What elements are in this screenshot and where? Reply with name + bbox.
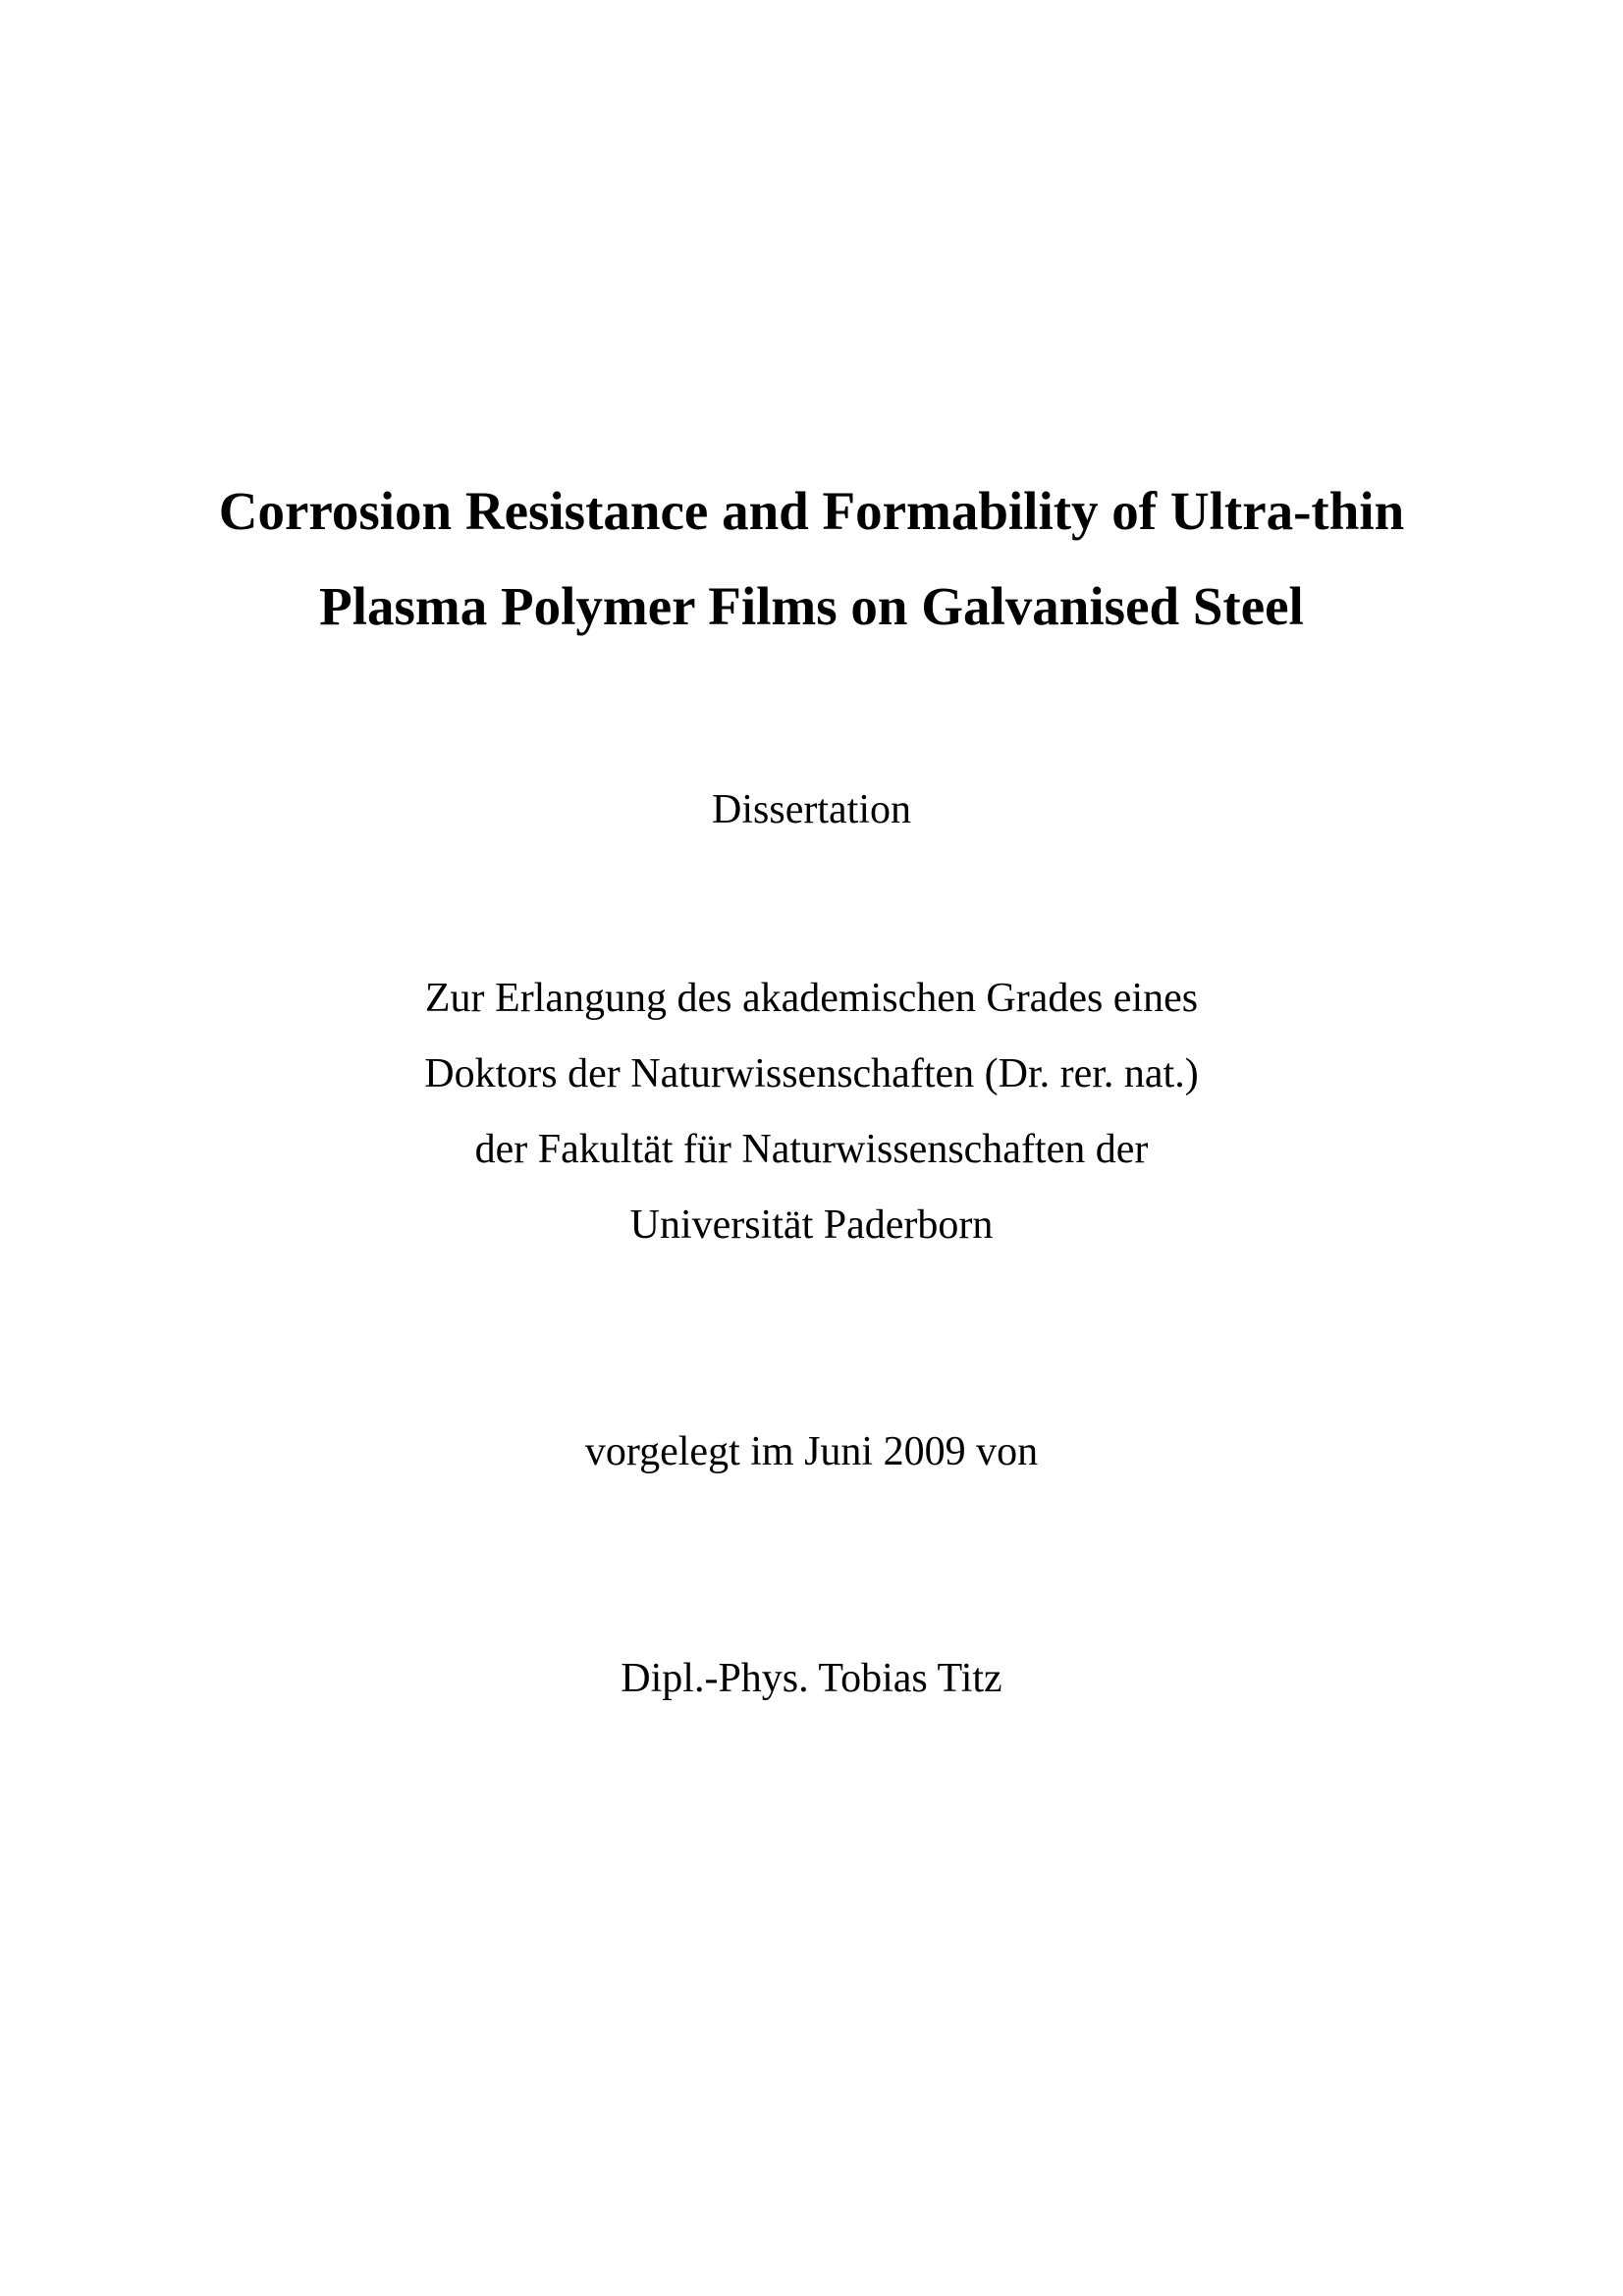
submission-line: vorgelegt im Juni 2009 von <box>584 1429 1039 1474</box>
author-name: Dipl.-Phys. Tobias Titz <box>621 1656 1002 1701</box>
title-line-2: Plasma Polymer Films on Galvanised Steel <box>319 576 1304 636</box>
document-type: Dissertation <box>712 787 911 832</box>
title-line-1: Corrosion Resistance and Formability of Ultra-thin <box>218 481 1405 541</box>
purpose-line-1: Zur Erlangung des akademischen Grades eines <box>424 976 1199 1021</box>
purpose-line-4: Universität Paderborn <box>629 1202 994 1248</box>
purpose-line-3: der Fakultät für Naturwissenschaften der <box>474 1127 1149 1172</box>
purpose-line-2: Doktors der Naturwissenschaften (Dr. rer. nat.) <box>424 1051 1199 1096</box>
